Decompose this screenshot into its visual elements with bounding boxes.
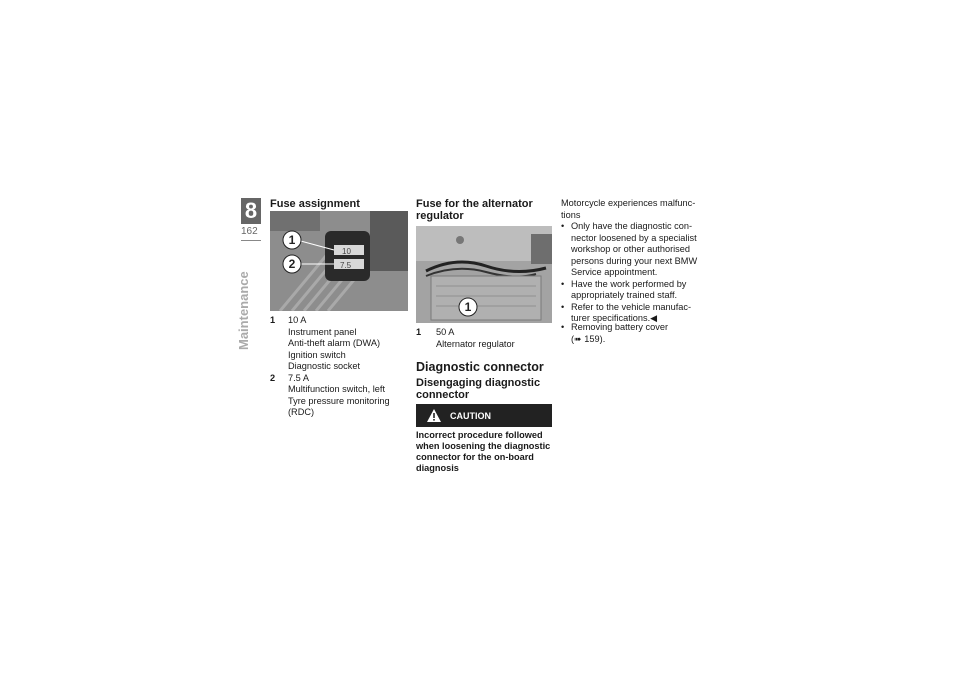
alternator-item-desc: Alternator regulator [436, 338, 515, 349]
alternator-item-rating: 50 A [436, 327, 455, 337]
page-reference-link[interactable]: (➠ 159). [571, 333, 606, 344]
fuse-item-2-number: 2 [270, 372, 276, 383]
fuse-box-photo [270, 211, 408, 311]
caution-message: Incorrect procedure followed when loosening the diagnostic connector for the on-board diagnosis [416, 430, 551, 473]
fuse-item-1-number: 1 [270, 315, 276, 325]
fuse-list [270, 315, 410, 419]
callout-2: 2 [288, 257, 296, 271]
fuse-item-2-rating: 7.5 A [288, 372, 309, 383]
fuse-item-2 [270, 373, 410, 419]
fuse-item-2-line: (RDC) [288, 407, 315, 417]
fuse-item-2-line: Multifunction switch, left [288, 384, 386, 394]
fuse-label-7-5: 7.5 [340, 261, 352, 270]
disengaging-heading: Disengaging diagnostic connector [416, 377, 541, 401]
list-item: • Only have the diagnostic con-nector loosened by a specialist workshop or other authorised persons during your next BMW Service appointment. [561, 221, 703, 279]
step-text: Removing battery cover [571, 322, 669, 332]
alternator-photo [416, 226, 552, 323]
procedure-steps [561, 322, 703, 345]
alternator-fuse-item [416, 327, 552, 350]
caution-label: CAUTION [450, 411, 491, 421]
alternator-fuse-heading: Fuse for the alternator regulator [416, 198, 533, 222]
caution-banner [416, 404, 552, 427]
warning-icon [426, 408, 442, 423]
chapter-number: 8 [241, 198, 261, 224]
callout-1: 1 [464, 300, 472, 314]
list-item: • Refer to the vehicle manufac-turer specifications.◀ [561, 302, 703, 325]
page-number: 162 [241, 226, 258, 237]
fuse-item-1-line: Instrument panel [288, 326, 357, 337]
fuse-label-10: 10 [342, 247, 351, 256]
fuse-item-1-line: Diagnostic socket [288, 361, 361, 371]
precaution-list [561, 221, 703, 325]
list-item: • Have the work performed by appropriately trained staff. [561, 279, 703, 302]
fuse-assignment-heading: Fuse assignment [270, 198, 360, 210]
fuse-item-1-rating: 10 A [288, 315, 307, 325]
fuse-item-1 [270, 315, 410, 373]
alternator-item-number: 1 [416, 327, 422, 337]
fuse-item-1-line: Ignition switch [288, 349, 346, 360]
chapter-title: Maintenance [236, 271, 251, 350]
malfunction-intro: Motorcycle experiences malfunc-tions [561, 198, 696, 220]
diagnostic-connector-title: Diagnostic connector [416, 360, 544, 374]
list-item [561, 322, 703, 345]
fuse-item-2-line: Tyre pressure monitoring [288, 395, 390, 406]
callout-1: 1 [288, 233, 296, 247]
fuse-item-1-line: Anti-theft alarm (DWA) [288, 338, 381, 348]
divider [241, 240, 261, 241]
